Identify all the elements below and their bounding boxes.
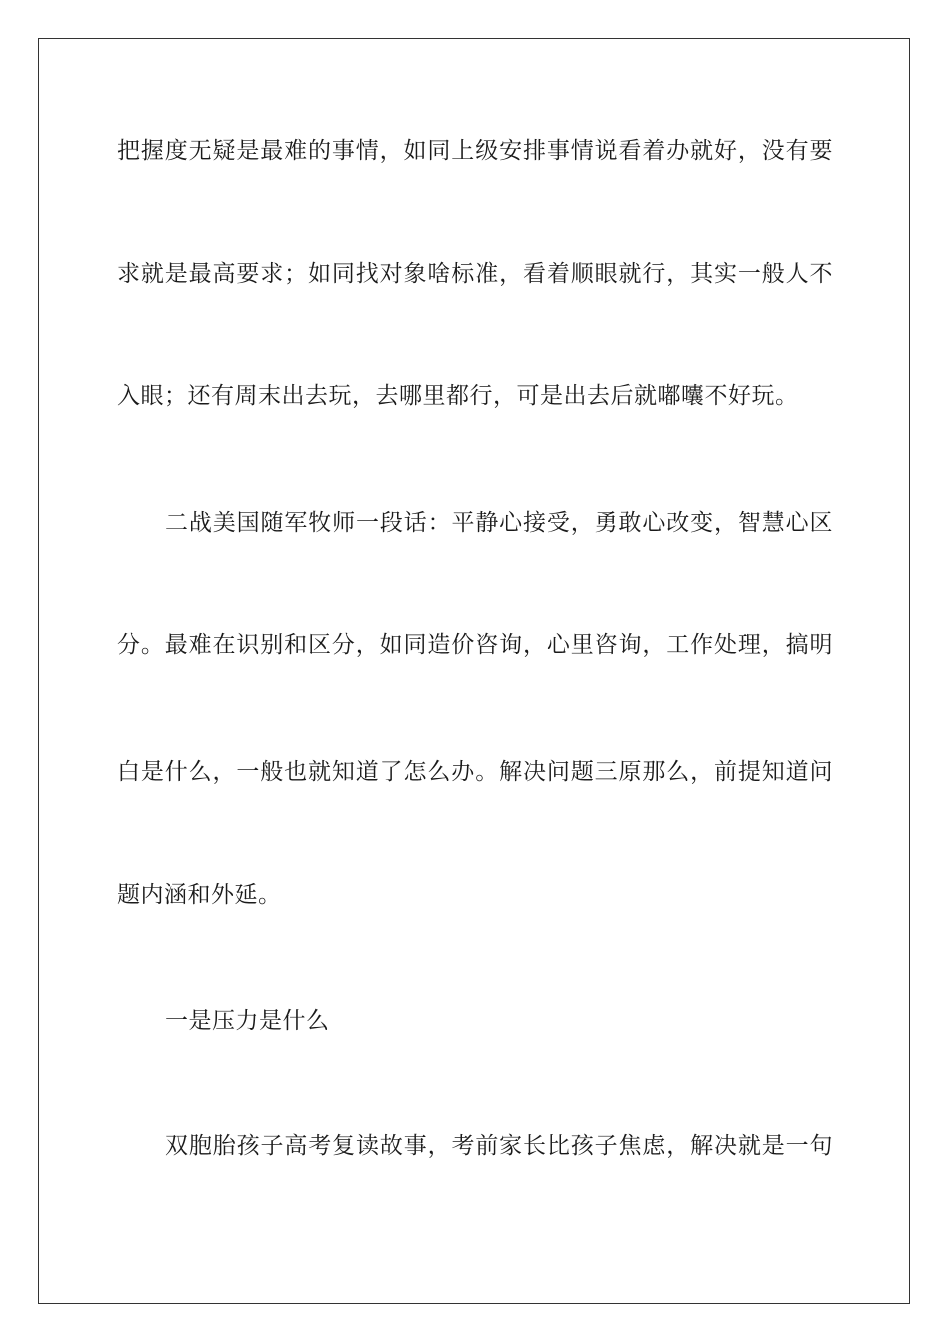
paragraph-line: 入眼；还有周末出去玩，去哪里都行，可是出去后就嘟囔不好玩。 (117, 383, 799, 409)
paragraph-line: 二战美国随军牧师一段话：平静心接受，勇敢心改变，智慧心区 (165, 510, 833, 536)
page-border (38, 38, 910, 1304)
section-heading: 一是压力是什么 (165, 1008, 330, 1034)
paragraph-line: 分。最难在识别和区分，如同造价咨询，心里咨询，工作处理，搞明 (117, 632, 833, 658)
paragraph-line: 求就是最高要求；如同找对象啥标准，看着顺眼就行，其实一般人不 (117, 261, 833, 287)
paragraph-line: 双胞胎孩子高考复读故事，考前家长比孩子焦虑，解决就是一句 (165, 1133, 833, 1159)
paragraph-line: 题内涵和外延。 (117, 882, 282, 908)
paragraph-line: 白是什么，一般也就知道了怎么办。解决问题三原那么，前提知道问 (117, 759, 833, 785)
paragraph-line: 把握度无疑是最难的事情，如同上级安排事情说看着办就好，没有要 (117, 138, 833, 164)
